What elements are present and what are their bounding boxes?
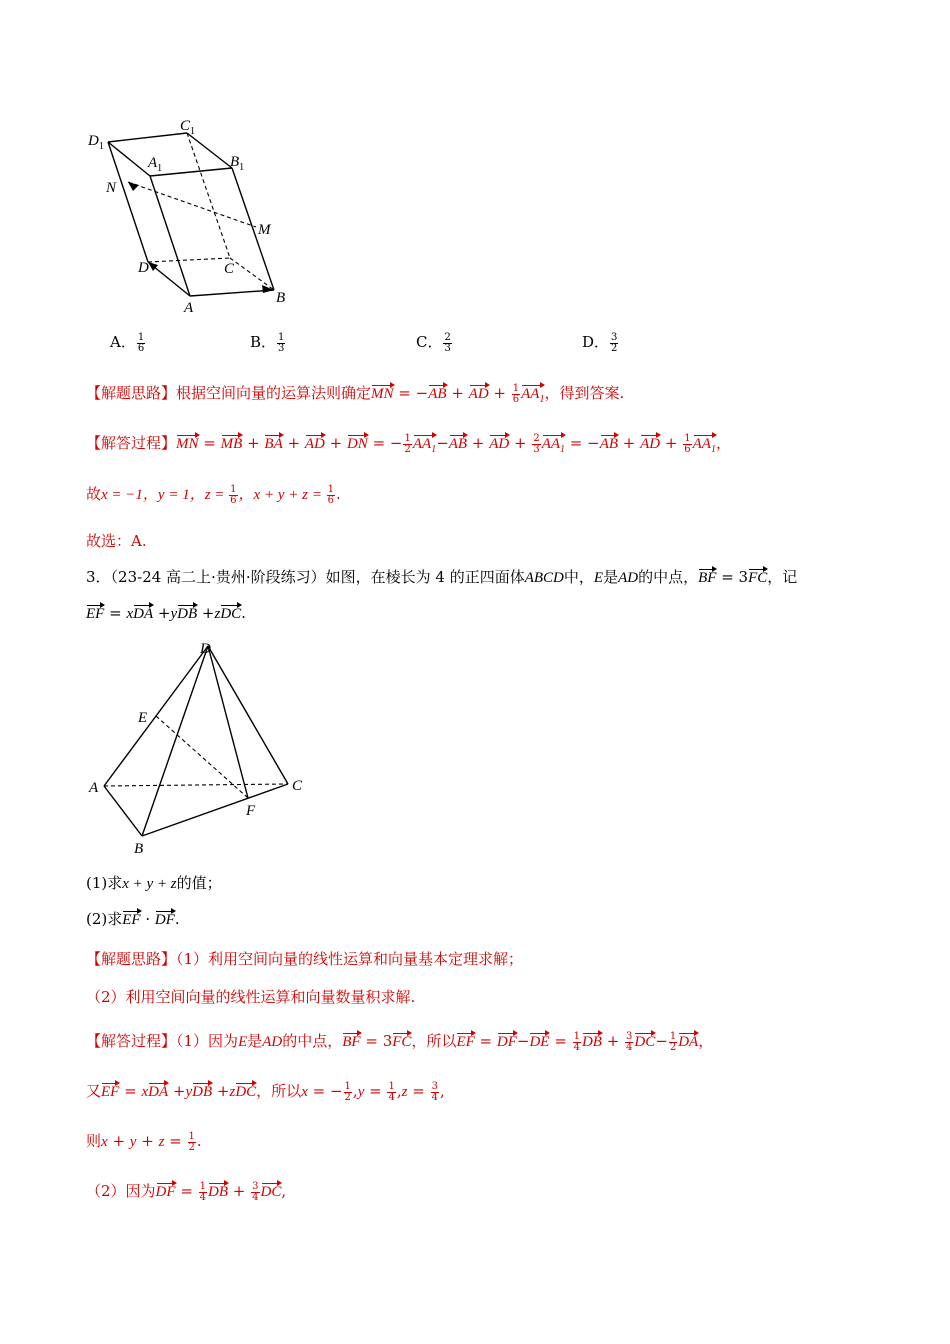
- option-a: A． $\frac{1}{6}$: [110, 331, 145, 354]
- label-D1: $D_1$: [88, 133, 104, 152]
- q3-thinking-line1: 【解题思路】（1）利用空间向量的线性运算和向量基本定理求解；: [86, 950, 524, 968]
- q3-process-line4: （2）因为DF = $\frac{1}{4}$ DB + $\frac{3}{4}$ DC,: [86, 1180, 287, 1203]
- label-D: D: [138, 260, 149, 276]
- label-B1: $B_1$: [230, 154, 245, 173]
- label-A: A: [184, 300, 194, 316]
- q2-choice: 故选：A.: [86, 532, 147, 550]
- tetra-label-F: F: [246, 803, 256, 819]
- label-M: M: [258, 222, 271, 238]
- q3-process-line2: 又EF = xDA +yDB +zDC，所以x = − $\frac{1}{2}$ ,y = $\frac{1}{4}$ ,z = $\frac{3}{4}$ ,: [86, 1080, 445, 1103]
- q2-thinking: 【解题思路】根据空间向量的运算法则确定MN = −AB + AD + $\frac{1}{6}$ $AA_1$，得到答案.: [86, 382, 625, 405]
- q3-sub2: (2)求EF · DF.: [86, 910, 180, 928]
- q3-sub1: (1)求x + y + z的值；: [86, 874, 222, 892]
- q3-stem-line2: EF = xDA +yDB +zDC.: [86, 604, 246, 622]
- label-N: N: [106, 180, 117, 196]
- label-C1: $C_1$: [180, 118, 196, 137]
- tetra-label-C: C: [292, 778, 303, 794]
- q3-process-line3: 则x + y + z = $\frac{1}{2}$ .: [86, 1130, 202, 1153]
- tetra-label-B: B: [134, 841, 144, 857]
- label-A1: $A_1$: [148, 155, 163, 174]
- option-d: D． $\frac{3}{2}$: [582, 331, 618, 354]
- label-C: C: [224, 261, 235, 277]
- option-b: B． $\frac{1}{3}$: [250, 331, 285, 354]
- q2-conclusion: 故x = −1，y = 1，z = $\frac{1}{6}$ ，x + y + z = $\frac{1}{6}$ .: [86, 483, 341, 506]
- tetrahedron-figure: [80, 636, 320, 861]
- prism-figure: [80, 110, 310, 320]
- q3-stem-line1: 3．（23-24 高二上·贵州·阶段练习）如图，在棱长为 4 的正四面体ABCD中，E是AD的中点，BF = 3FC，记: [86, 568, 798, 586]
- tetra-label-A: A: [89, 780, 99, 796]
- q2-process: 【解答过程】MN = MB + BA + AD + DN = − $\frac{1}{2}$ $AA_1-AB$ + AD + $\frac{2}{3}$ $AA_1 = -AB$ + AD + $\frac{1}{6}$ $AA_1$，: [86, 432, 731, 455]
- q3-process-line1: 【解答过程】（1）因为E是AD的中点，BF = 3FC，所以EF = DF−DE = $\frac{1}{4}$ DB + $\frac{3}{4}$ DC− $\frac{1}{2}$ DA，: [86, 1030, 714, 1053]
- option-c: C． $\frac{2}{3}$: [416, 331, 451, 354]
- q3-thinking-line2: （2）利用空间向量的线性运算和向量数量积求解.: [86, 988, 416, 1006]
- tetra-label-D: D: [200, 641, 211, 657]
- tetra-label-E: E: [138, 710, 148, 726]
- label-B: B: [276, 290, 286, 306]
